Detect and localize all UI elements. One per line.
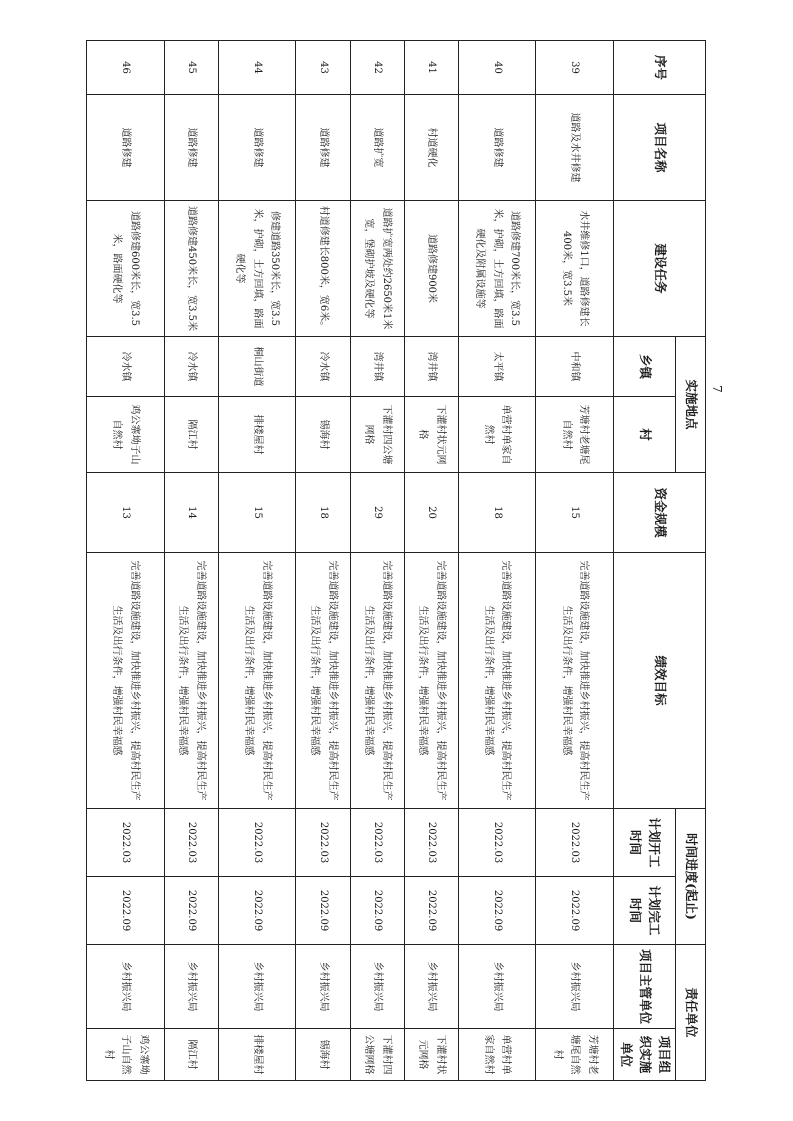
cell-end: 2022.09 — [296, 877, 350, 945]
table-body — [87, 41, 614, 1081]
cell-org: 鸡公寨坳子山自然村 — [87, 1029, 165, 1081]
cell-start: 2022.03 — [296, 809, 350, 877]
cell-dept: 乡村振兴局 — [296, 945, 350, 1029]
cell-town: 冷水镇 — [87, 337, 165, 397]
cell-dept: 乡村振兴局 — [404, 945, 458, 1029]
cell-org: 锡海村 — [296, 1029, 350, 1081]
header-location: 实施地点 — [676, 337, 706, 473]
cell-end: 2022.09 — [536, 877, 614, 945]
cell-name: 道路及水井修建 — [536, 95, 614, 201]
cell-seq: 42 — [350, 41, 404, 95]
cell-task: 道路修建700米长，宽3.5米，护砌，土方回填，路面硬化及附属设施等 — [458, 201, 536, 337]
cell-name: 道路扩宽 — [350, 95, 404, 201]
cell-end: 2022.09 — [458, 877, 536, 945]
cell-end: 2022.09 — [404, 877, 458, 945]
cell-start: 2022.03 — [87, 809, 165, 877]
header-goal: 绩效目标 — [614, 553, 706, 809]
rotated-page — [86, 40, 706, 1080]
cell-org: 芳塘村老塘尾自然村 — [536, 1029, 614, 1081]
header-village: 村 — [614, 397, 676, 473]
cell-goal: 完善道路设施建设，加快推进乡村振兴，提高村民生产生活及出行条件，增强村民幸福感 — [87, 553, 165, 809]
table-row — [404, 41, 458, 1081]
cell-goal: 完善道路设施建设，加快推进乡村振兴，提高村民生产生活及出行条件，增强村民幸福感 — [458, 553, 536, 809]
cell-seq: 40 — [458, 41, 536, 95]
cell-task: 修建道路350米长，宽3.5米，护砌，土方回填，路面硬化等 — [218, 201, 296, 337]
cell-dept: 乡村振兴局 — [164, 945, 218, 1029]
cell-village: 芳塘村老塘尾自然村 — [536, 397, 614, 473]
cell-village: 锡海村 — [296, 397, 350, 473]
cell-org: 单营村单家自然村 — [458, 1029, 536, 1081]
cell-fund: 29 — [350, 473, 404, 553]
cell-goal: 完善道路设施建设，加快推进乡村振兴，提高村民生产生活及出行条件，增强村民幸福感 — [164, 553, 218, 809]
cell-town: 冷水镇 — [296, 337, 350, 397]
cell-dept: 乡村振兴局 — [350, 945, 404, 1029]
cell-village: 排楼屋村 — [218, 397, 296, 473]
header-start: 计划开工时间 — [614, 809, 676, 877]
cell-fund: 14 — [164, 473, 218, 553]
header-task: 建设任务 — [614, 201, 706, 337]
cell-end: 2022.09 — [87, 877, 165, 945]
cell-task: 道路扩宽两处约2650米1米宽，堡砌护坡及硬化等 — [350, 201, 404, 337]
cell-name: 道路修建 — [218, 95, 296, 201]
cell-goal: 完善道路设施建设，加快推进乡村振兴，提高村民生产生活及出行条件，增强村民幸福感 — [536, 553, 614, 809]
cell-fund: 20 — [404, 473, 458, 553]
cell-task: 水井维修1口，道路修建长400米，宽3.5米 — [536, 201, 614, 337]
cell-village: 单营村单家自然村 — [458, 397, 536, 473]
header-dept: 项目主管单位 — [614, 945, 676, 1029]
table-row — [536, 41, 614, 1081]
cell-task: 道路修建450米长，宽3.5米 — [164, 201, 218, 337]
cell-task: 道路修建900米 — [404, 201, 458, 337]
cell-org: 排楼屋村 — [218, 1029, 296, 1081]
cell-town: 太平镇 — [458, 337, 536, 397]
cell-name: 道路修建 — [87, 95, 165, 201]
header-schedule: 时间进度(起止) — [676, 809, 706, 945]
cell-start: 2022.03 — [350, 809, 404, 877]
table-row — [218, 41, 296, 1081]
cell-fund: 15 — [536, 473, 614, 553]
cell-end: 2022.09 — [218, 877, 296, 945]
cell-name: 村道硬化 — [404, 95, 458, 201]
cell-goal: 完善道路设施建设，加快推进乡村振兴，提高村民生产生活及出行条件，增强村民幸福感 — [350, 553, 404, 809]
header-town: 乡镇 — [614, 337, 676, 397]
header-seq: 序号 — [614, 41, 706, 95]
cell-dept: 乡村振兴局 — [87, 945, 165, 1029]
table-row — [164, 41, 218, 1081]
header-responsible: 责任单位 — [676, 945, 706, 1081]
cell-task: 道路修建600米长，宽3.5米，路面硬化等 — [87, 201, 165, 337]
cell-town: 中和镇 — [536, 337, 614, 397]
cell-fund: 18 — [458, 473, 536, 553]
cell-town: 桐山街道 — [218, 337, 296, 397]
table-row — [350, 41, 404, 1081]
cell-dept: 乡村振兴局 — [218, 945, 296, 1029]
header-fund: 资金规模 — [614, 473, 706, 553]
cell-fund: 18 — [296, 473, 350, 553]
cell-seq: 44 — [218, 41, 296, 95]
cell-dept: 乡村振兴局 — [458, 945, 536, 1029]
cell-org: 下灌村状元网格 — [404, 1029, 458, 1081]
table-row — [296, 41, 350, 1081]
cell-org: 隔江村 — [164, 1029, 218, 1081]
cell-name: 道路修建 — [164, 95, 218, 201]
project-table — [86, 40, 706, 1081]
cell-name: 道路修建 — [296, 95, 350, 201]
cell-village: 鸡公寨坳子山自然村 — [87, 397, 165, 473]
cell-seq: 41 — [404, 41, 458, 95]
header-name: 项目名称 — [614, 95, 706, 201]
cell-start: 2022.03 — [536, 809, 614, 877]
cell-town: 湾井镇 — [350, 337, 404, 397]
cell-fund: 15 — [218, 473, 296, 553]
cell-town: 冷水镇 — [164, 337, 218, 397]
cell-start: 2022.03 — [458, 809, 536, 877]
cell-village: 下灌村状元网格 — [404, 397, 458, 473]
cell-seq: 46 — [87, 41, 165, 95]
header-end: 计划完工时间 — [614, 877, 676, 945]
cell-goal: 完善道路设施建设，加快推进乡村振兴，提高村民生产生活及出行条件，增强村民幸福感 — [296, 553, 350, 809]
cell-goal: 完善道路设施建设，加快推进乡村振兴，提高村民生产生活及出行条件，增强村民幸福感 — [218, 553, 296, 809]
table-row — [87, 41, 165, 1081]
cell-goal: 完善道路设施建设，加快推进乡村振兴，提高村民生产生活及出行条件，增强村民幸福感 — [404, 553, 458, 809]
cell-task: 村道修建长800米，宽6米。 — [296, 201, 350, 337]
cell-village: 下灌村四公塘网格 — [350, 397, 404, 473]
cell-fund: 13 — [87, 473, 165, 553]
table-row — [458, 41, 536, 1081]
cell-org: 下灌村四公塘网格 — [350, 1029, 404, 1081]
cell-start: 2022.03 — [218, 809, 296, 877]
header-org: 项目组织实施单位 — [614, 1029, 676, 1081]
cell-seq: 39 — [536, 41, 614, 95]
cell-town: 湾井镇 — [404, 337, 458, 397]
cell-end: 2022.09 — [350, 877, 404, 945]
cell-dept: 乡村振兴局 — [536, 945, 614, 1029]
cell-village: 隔江村 — [164, 397, 218, 473]
page-number: 7 — [709, 385, 724, 393]
cell-end: 2022.09 — [164, 877, 218, 945]
cell-start: 2022.03 — [404, 809, 458, 877]
cell-name: 道路修建 — [458, 95, 536, 201]
cell-start: 2022.03 — [164, 809, 218, 877]
cell-seq: 45 — [164, 41, 218, 95]
cell-seq: 43 — [296, 41, 350, 95]
